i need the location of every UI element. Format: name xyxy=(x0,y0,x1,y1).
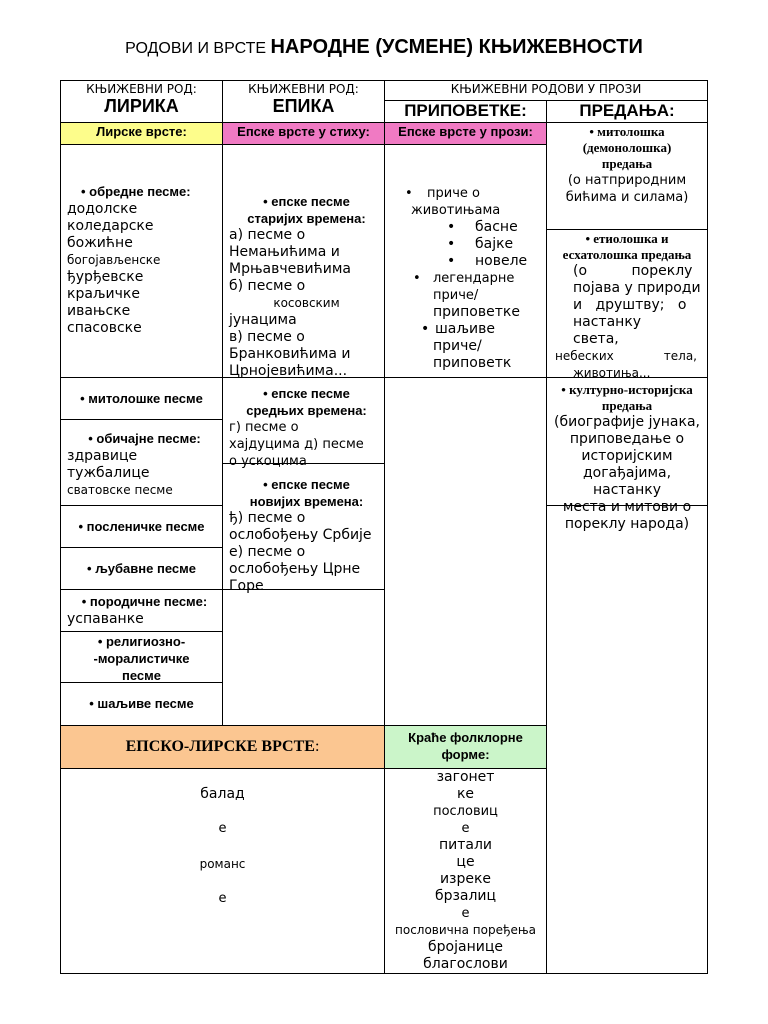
obredne-item: ђурђевске xyxy=(67,269,144,285)
kulturno-line: догађајима, настанку xyxy=(582,465,672,498)
krace-item: е xyxy=(461,821,470,836)
obicajne-title: • обичајне песме: xyxy=(88,431,201,446)
krace-item: брзалиц xyxy=(434,888,497,904)
novijih-line: ослобођењу Србије xyxy=(229,527,372,543)
predanja-empty xyxy=(546,505,708,974)
krace-item: благослови xyxy=(423,956,508,972)
etioloska-line: тела, xyxy=(663,349,697,363)
krace-item: бројанице xyxy=(428,939,503,955)
srednjih-title: средњих времена: xyxy=(246,403,367,418)
bullet-icon: • xyxy=(421,321,430,337)
starijih-line: Црнојевићима... xyxy=(229,363,348,379)
mitoloska-line: предања xyxy=(601,156,653,171)
porodicne-item: успаванке xyxy=(67,611,144,627)
mitoloska-line: (демонолошка) xyxy=(582,140,672,155)
bullet-icon: • xyxy=(447,253,456,269)
etioloska-line: есхатолошка предања xyxy=(562,247,692,262)
header-pripovetke-label: ПРИПОВЕТКЕ: xyxy=(404,101,527,120)
pripovetke-item: приче/ xyxy=(433,338,482,354)
starijih-title: • епске песме xyxy=(263,194,350,209)
pripovetke-item: приповетк xyxy=(433,355,512,371)
novijih-title: • епске песме xyxy=(263,477,350,492)
starijih-line: Мрњавчевићима xyxy=(229,261,351,277)
kulturno-line: • културно-историјска xyxy=(561,382,693,397)
header-proza-top: КЊИЖЕВНИ РОДОВИ У ПРОЗИ xyxy=(450,82,642,96)
mitoloska-line: • митолошка xyxy=(589,124,665,139)
header-predanja-label: ПРЕДАЊА: xyxy=(579,101,675,120)
kulturno-line: предања xyxy=(601,398,653,413)
obredne-item: божићне xyxy=(67,235,133,251)
starijih-line: а) песме о xyxy=(229,227,306,243)
starijih-line: косовским xyxy=(273,296,340,310)
krace-label: форме: xyxy=(441,747,490,762)
lirika-ljubavne xyxy=(60,547,223,590)
etioloska-line: • етиолошка и xyxy=(585,231,669,246)
obredne-item: коледарске xyxy=(67,218,154,234)
etioloska-line: настанку xyxy=(573,314,642,330)
religiozno-line: • религиозно- xyxy=(97,634,186,649)
label-lirske xyxy=(60,122,223,145)
lirika-poslenicke xyxy=(60,505,223,548)
etioloska-line: животиња... xyxy=(573,366,651,380)
pripovetke-item: животињама xyxy=(411,203,501,218)
obredne-item: ивањске xyxy=(67,303,131,319)
bullet-icon: • xyxy=(447,219,456,235)
pripovetke-item: новеле xyxy=(475,253,528,269)
label-epske-proza-text: Епске врсте у прози: xyxy=(398,124,533,139)
novijih-title: новијих времена: xyxy=(249,494,364,509)
predanja-kulturno xyxy=(546,377,708,532)
pripovetke-item: приче о xyxy=(427,186,480,201)
novijih-line: е) песме о xyxy=(229,544,306,560)
ljubavne-text: • љубавне песме xyxy=(87,561,196,576)
label-epske-proza xyxy=(384,122,547,145)
srednjih-line: о ускоцима xyxy=(229,454,307,469)
pripovetke-item: басне xyxy=(475,219,518,235)
obicajne-item: сватовске песме xyxy=(67,483,173,497)
predanja-etioloska xyxy=(546,229,708,378)
epika-srednjih xyxy=(222,377,385,469)
novijih-line: ђ) песме о xyxy=(229,510,306,526)
novijih-line: Горе xyxy=(229,578,264,594)
obredne-item: додолске xyxy=(67,201,138,217)
srednjih-line: г) песме о xyxy=(229,420,299,435)
starijih-line: Бранковићима и xyxy=(229,346,351,362)
epsko-lirske-item: е xyxy=(218,821,227,836)
label-epske-stih-text: Епске врсте у стиху: xyxy=(237,124,370,139)
bullet-icon: • xyxy=(413,271,421,286)
lirika-saljive xyxy=(60,682,223,726)
lirika-porodicne xyxy=(60,589,223,632)
pripovetke-list xyxy=(384,144,547,378)
header-proza xyxy=(384,80,708,101)
novijih-line: ослобођењу Црне xyxy=(229,561,361,577)
header-epika-top: КЊИЖЕВНИ РОД: xyxy=(248,82,359,96)
etioloska-line: појава у природи xyxy=(573,280,701,296)
starijih-title: старијих времена: xyxy=(247,211,366,226)
epika-starijih xyxy=(222,144,385,378)
epsko-lirske-list xyxy=(60,768,385,974)
bullet-icon: • xyxy=(447,236,456,252)
mitoloska-line: бићима и силама) xyxy=(565,190,689,205)
kulturno-line: приповедање о xyxy=(569,431,685,447)
epsko-lirske-item: романс xyxy=(199,857,246,871)
krace-label: Краће фолклорне xyxy=(408,730,523,745)
lirika-mitoloske xyxy=(60,377,223,420)
epsko-lirske-label: ЕПСКО-ЛИРСКЕ ВРСТЕ xyxy=(125,738,315,755)
mitoloska-line: (о натприродним xyxy=(567,173,687,188)
header-epika-big: ЕПИКА xyxy=(272,96,335,116)
header-lirika xyxy=(60,80,223,123)
epsko-lirske-item: балад xyxy=(200,786,245,802)
etioloska-line: (о пореклу xyxy=(573,263,693,279)
etioloska-line: света, xyxy=(573,331,619,347)
obredne-title: • обредне песме xyxy=(81,184,187,199)
krace-item: изреке xyxy=(439,871,492,887)
religiozno-line: песме xyxy=(122,668,161,683)
header-lirika-big: ЛИРИКА xyxy=(104,96,179,116)
pripovetke-item: приповетке xyxy=(433,304,520,320)
krace-item: пословична поређења xyxy=(395,923,536,937)
epika-novijih xyxy=(222,463,385,594)
obicajne-item: здравице xyxy=(67,448,138,464)
krace-item: це xyxy=(456,854,475,870)
porodicne-title: • породичне песме: xyxy=(81,594,208,609)
bullet-icon: • xyxy=(405,186,413,201)
pripovetke-item: шаљиве xyxy=(435,321,495,337)
krace-header xyxy=(384,725,547,769)
obredne-item: богојављенске xyxy=(67,253,161,267)
predanja-mitoloska xyxy=(546,122,708,230)
title-small: РОДОВИ И ВРСТЕ xyxy=(125,40,267,57)
krace-item: е xyxy=(461,906,470,921)
epsko-lirske-colon: : xyxy=(314,738,320,755)
poslenicke-text: • посленичке песме xyxy=(78,519,205,534)
obredne-item: спасовске xyxy=(67,320,142,336)
epika-empty xyxy=(222,589,385,726)
obredne-item: краљичке xyxy=(67,286,140,302)
starijih-line: в) песме о xyxy=(229,329,305,345)
krace-item: загонет xyxy=(436,769,495,785)
krace-item: ке xyxy=(456,786,475,802)
header-lirika-top: КЊИЖЕВНИ РОД: xyxy=(86,82,197,96)
etioloska-line: небеских xyxy=(555,349,614,363)
pripovetke-item: приче/ xyxy=(433,288,479,303)
starijih-line: б) песме о xyxy=(229,278,306,294)
lirika-obicajne xyxy=(60,419,223,506)
pripovetke-empty xyxy=(384,377,547,726)
starijih-line: јунацима xyxy=(229,312,297,328)
srednjih-title: • епске песме xyxy=(263,386,350,401)
label-epske-stih xyxy=(222,122,385,145)
etioloska-line: и друштву; о xyxy=(573,297,687,313)
religiozno-line: -моралистичке xyxy=(93,651,190,666)
saljive-text: • шаљиве песме xyxy=(89,696,194,711)
title-big: НАРОДНЕ (УСМЕНЕ) КЊИЖЕВНОСТИ xyxy=(270,36,643,58)
label-lirske-text: Лирске врсте: xyxy=(96,124,187,139)
krace-item: питали xyxy=(438,837,493,853)
starijih-line: Немањићима и xyxy=(229,244,340,260)
pripovetke-item: легендарне xyxy=(433,271,515,286)
mitoloske-text: • митолошке песме xyxy=(80,391,203,406)
header-pripovetke xyxy=(384,100,547,123)
header-predanja xyxy=(546,100,708,123)
lirika-obredne xyxy=(60,144,223,378)
krace-item: пословиц xyxy=(433,804,498,819)
header-epika xyxy=(222,80,385,123)
epsko-lirske-item: е xyxy=(218,891,227,906)
document-title xyxy=(0,36,768,59)
pripovetke-item: бајке xyxy=(475,236,514,252)
krace-list xyxy=(384,768,547,974)
obicajne-item: тужбалице xyxy=(67,465,150,481)
kulturno-line: историјским xyxy=(581,448,673,464)
obredne-colon: : xyxy=(186,184,191,199)
srednjih-line: хајдуцима д) песме xyxy=(229,437,364,452)
kulturno-line: места и митови о xyxy=(562,499,692,515)
kulturno-line: пореклу народа) xyxy=(564,516,690,532)
lirika-religiozno xyxy=(60,631,223,683)
epsko-lirske-header xyxy=(60,725,385,769)
kulturno-line: (биографије јунака, xyxy=(554,414,700,430)
